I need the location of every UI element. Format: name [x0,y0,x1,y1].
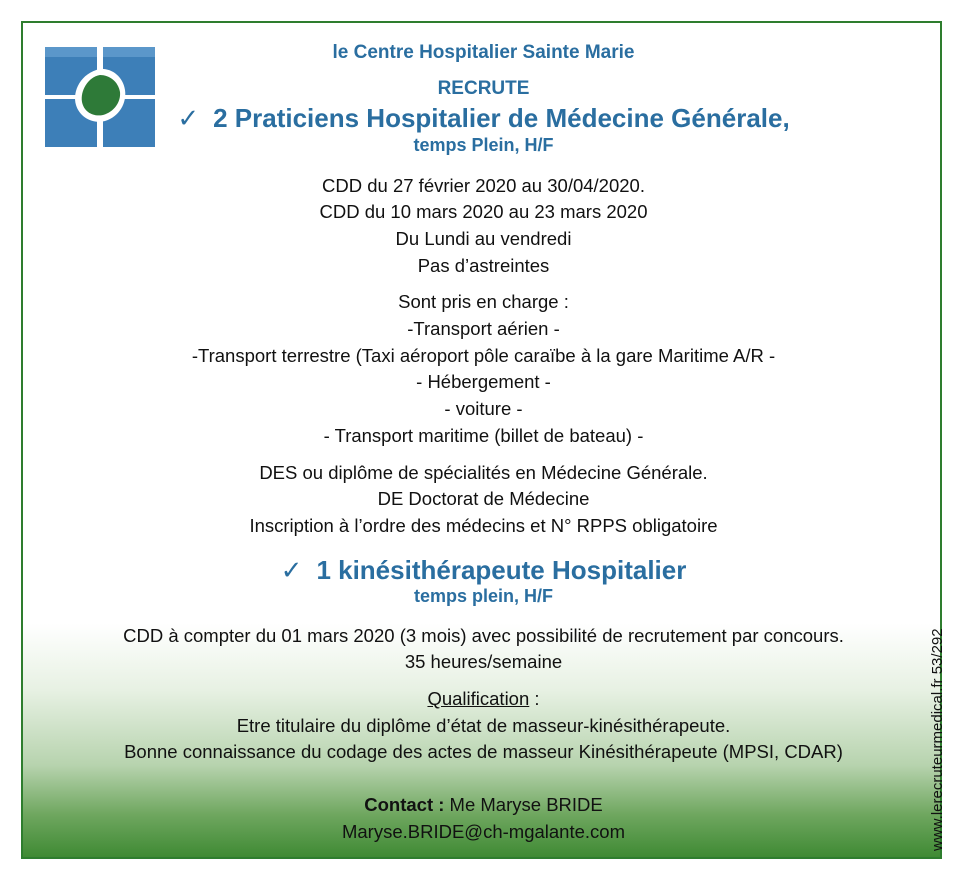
job1-requirement: DE Doctorat de Médecine [377,488,590,509]
job1-schedule-line: Pas d’astreintes [417,255,550,276]
qualification-item: Etre titulaire du diplôme d’état de masseur-kinésithérapeute. [236,715,731,736]
qualification-colon: : [529,688,540,709]
qualification-label: Qualification [427,688,530,709]
job1-schedule-line: Du Lundi au vendredi [395,228,572,249]
job1-requirement: Inscription à l’ordre des médecins et N° RPPS obligatoire [249,515,718,536]
job1-benefit-item: - voiture - [444,398,523,419]
job1-schedule-line: CDD du 27 février 2020 au 30/04/2020. [322,175,645,196]
contact-label: Contact : [364,794,445,815]
job1-schedule-line: CDD du 10 mars 2020 au 23 mars 2020 [319,201,648,222]
website-reference: www.lerecruteurmedical.fr 53/292 [929,628,946,851]
job-advertisement [21,21,942,859]
job1-benefit-item: - Hébergement - [416,371,551,392]
job2-title-text: 1 kinésithérapeute Hospitalier [316,555,687,585]
contact-email[interactable]: Maryse.BRIDE@ch-mgalante.com [341,821,625,842]
job1-benefits-heading: Sont pris en charge : [398,291,569,312]
organization-name: le Centre Hospitalier Sainte Marie [332,42,635,63]
job1-benefit-item: -Transport aérien - [407,318,560,339]
job1-benefit-item: - Transport maritime (billet de bateau) - [323,425,644,446]
qualification-item: Bonne connaissance du codage des actes de masseur Kinésithérapeute (MPSI, CDAR) [124,741,843,762]
job1-title-text: 2 Praticiens Hospitalier de Médecine Générale, [213,103,790,133]
contact-line [23,794,942,816]
checkmark-icon: ✓ [177,103,200,133]
job1-subtitle: temps Plein, H/F [413,135,554,155]
qualification-heading [23,688,942,710]
job1-benefit-item: -Transport terrestre (Taxi aéroport pôle caraïbe à la gare Maritime A/R - [191,345,776,366]
recruits-heading: RECRUTE [437,78,530,99]
job2-subtitle: temps plein, H/F [413,586,554,606]
contact-name: Me Maryse BRIDE [444,794,603,815]
job2-title [23,555,942,586]
job2-terms-line: 35 heures/semaine [404,651,563,672]
job2-terms-line: CDD à compter du 01 mars 2020 (3 mois) avec possibilité de recrutement par concours. [123,625,844,646]
checkmark-icon: ✓ [280,555,303,585]
job1-requirement: DES ou diplôme de spécialités en Médecine Générale. [259,462,708,483]
job1-title [23,103,942,134]
